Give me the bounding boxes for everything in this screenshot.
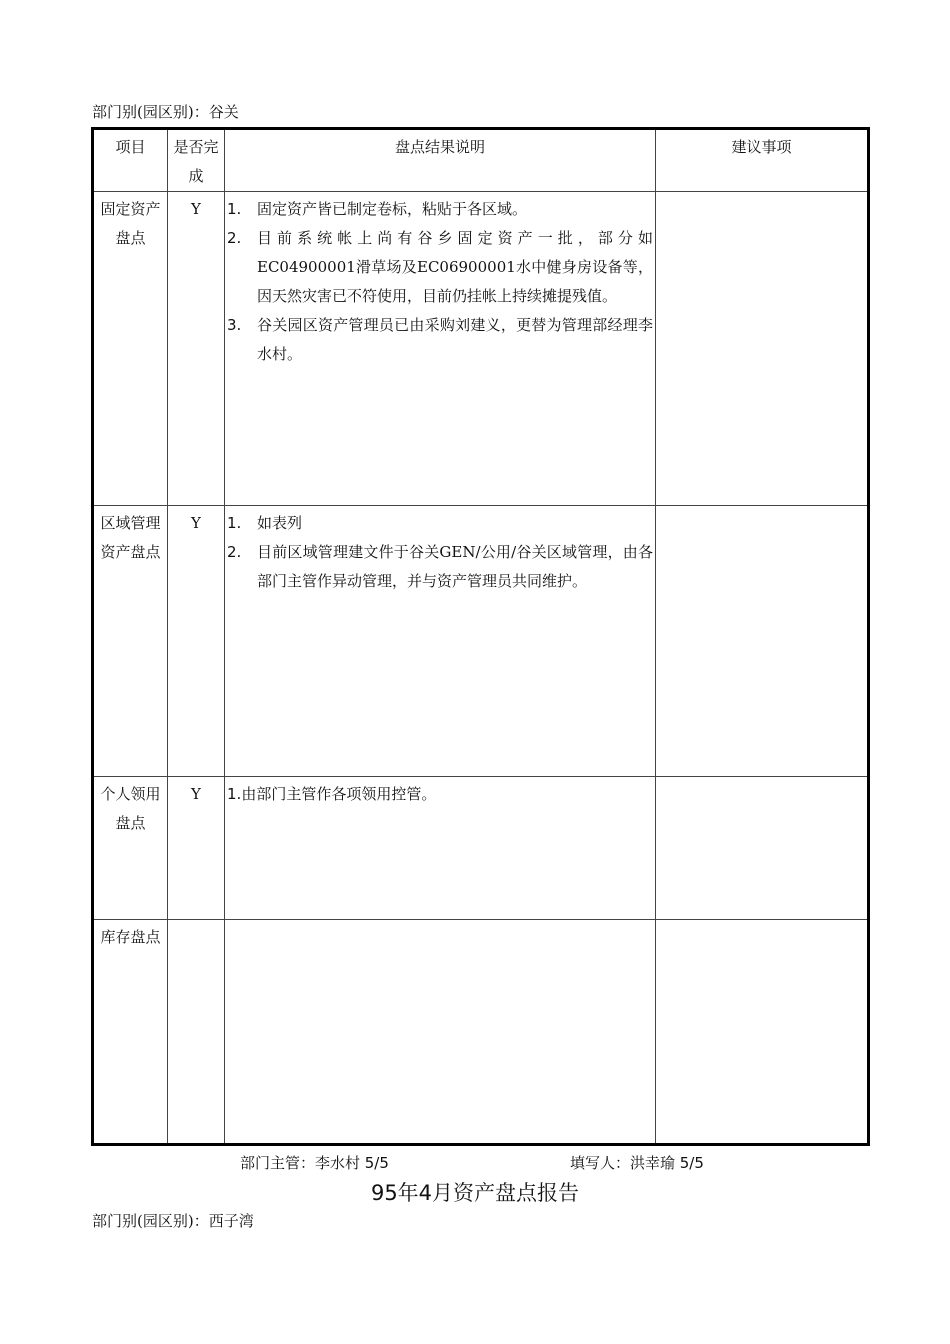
note-item	[227, 311, 653, 369]
note-number: 1.	[227, 200, 242, 218]
filler-signature: 填写人：洪幸瑜 5/5	[570, 1154, 704, 1172]
row-item: 个人领用盘点	[93, 777, 168, 920]
note-text: 目前系统帐上尚有谷乡固定资产一批，部分如EC04900001滑草场及EC06900001水中健身房设备等，因天然灾害已不符使用，目前仍挂帐上持续摊提残值。	[257, 229, 653, 305]
table-row	[93, 192, 869, 506]
note-number: 1.	[227, 785, 242, 803]
note-number: 1.	[227, 514, 242, 532]
note-number: 2.	[227, 543, 242, 561]
row-item: 固定资产盘点	[93, 192, 168, 506]
column-header-result: 盘点结果说明	[225, 129, 656, 192]
row-done: Y	[168, 777, 225, 920]
supervisor-signature: 部门主管：李水村 5/5	[240, 1154, 389, 1172]
note-item	[227, 538, 653, 596]
column-header-suggestion: 建议事项	[656, 129, 869, 192]
note-item	[225, 777, 655, 809]
table-row	[93, 920, 869, 1145]
row-done	[168, 920, 225, 1145]
row-suggestion	[656, 192, 869, 506]
row-suggestion	[656, 506, 869, 777]
inventory-report-table	[91, 127, 870, 1146]
row-result	[225, 506, 656, 777]
column-header-done: 是否完成	[168, 129, 225, 192]
row-result	[225, 777, 656, 920]
note-text: 谷关园区资产管理员已由采购刘建义，更替为管理部经理李水村。	[257, 316, 653, 363]
row-suggestion	[656, 920, 869, 1145]
note-text: 由部门主管作各项领用控管。	[241, 785, 437, 803]
report-title: 95年4月资产盘点报告	[370, 1181, 580, 1205]
note-text: 固定资产皆已制定卷标，粘贴于各区域。	[257, 200, 528, 218]
row-item: 区域管理资产盘点	[93, 506, 168, 777]
row-item: 库存盘点	[93, 920, 168, 1145]
note-number: 3.	[227, 316, 242, 334]
row-done: Y	[168, 192, 225, 506]
table-header-row	[93, 129, 869, 192]
column-header-item: 项目	[93, 129, 168, 192]
row-result	[225, 192, 656, 506]
note-item	[227, 224, 653, 311]
row-suggestion	[656, 777, 869, 920]
note-item	[227, 195, 653, 224]
row-done: Y	[168, 506, 225, 777]
note-text: 目前区域管理建文件于谷关GEN/公用/谷关区域管理，由各部门主管作异动管理，并与资产管理员共同维护。	[257, 543, 653, 590]
department-label: 部门别(园区别)：谷关	[92, 103, 239, 121]
note-item	[227, 509, 653, 538]
table-row	[93, 777, 869, 920]
note-number: 2.	[227, 229, 242, 247]
note-text: 如表列	[257, 514, 303, 532]
row-result	[225, 920, 656, 1145]
department-label-next: 部门别(园区别)：西子湾	[92, 1212, 254, 1230]
table-row	[93, 506, 869, 777]
